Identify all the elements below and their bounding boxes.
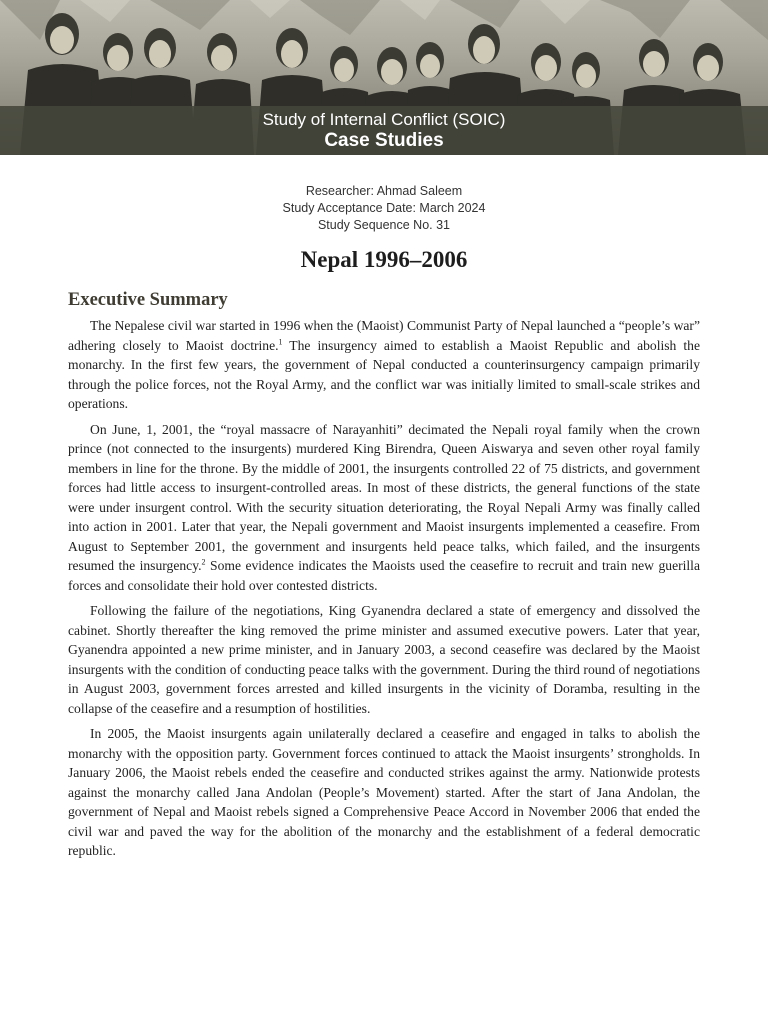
- paragraph-1: The Nepalese civil war started in 1996 when the (Maoist) Communist Party of Nepal launched a “people’s war” adhering closely to Maoist doctrine.$^1$ The insurgency aimed to establish a Maoist Republic and abolish the monarchy. In the first few years, the government of Nepal conducted a counterinsurgency campaign primarily through the police forces, not the Royal Army, and the conflict war was initially limited to small-scale strikes and operations.: [68, 318, 701, 411]
- banner-title-band: [0, 106, 768, 155]
- footnote-ref-1[interactable]: 1: [278, 336, 283, 346]
- sequence-line: Study Sequence No. 31: [317, 218, 451, 232]
- series-title: Study of Internal Conflict (SOIC): [262, 110, 506, 129]
- footnote-ref-2[interactable]: 2: [201, 557, 206, 567]
- study-metadata: [0, 183, 768, 234]
- header-banner: [0, 0, 768, 155]
- researcher-line: Researcher: Ahmad Saleem: [305, 184, 463, 198]
- series-subtitle: Case Studies: [324, 130, 444, 151]
- executive-summary-body: [68, 316, 700, 861]
- paragraph-2: On June, 1, 2001, the “royal massacre of Narayanhiti” decimated the Nepali royal family when the crown prince (not connected to the insurgents) murdered King Birendra, Queen Aiswarya and seven other royal family members in line for the throne. By the middle of 2001, the insurgents controlled 22 of 75 districts, and government forces had little access to insurgent-controlled areas. In most of these districts, the general functions of the state were under insurgent control. With the security situation deteriorating, the Royal Nepali Army was finally called into action in 2001. Later that year, the Nepali government and Maoist insurgents implemented a ceasefire. From August to September 2001, the government and insurgents held peace talks, which failed, and the insurgents resumed the insurgency.$^2$ Some evidence indicates the Maoists used the ceasefire to recruit and train new guerilla forces and consolidate their hold over contested districts.: [68, 421, 700, 593]
- paragraph-3: Following the failure of the negotiations, King Gyanendra declared a state of emergency and dissolved the cabinet. Shortly thereafter the king removed the prime minister and assumed executive powers. Later that year, Gyanendra appointed a new prime minister, and in January 2003, a second ceasefire was declared by the Maoist insurgents with the condition of conducting peace talks with the government. During the third round of negotiations in August 2003, government forces arrested and killed insurgents in the vicinity of Doramba, resulting in the collapse of the ceasefire and a resumption of hostilities.: [68, 603, 700, 716]
- acceptance-date-line: Study Acceptance Date: March 2024: [282, 201, 486, 215]
- section-heading: Executive Summary: [68, 290, 228, 310]
- page-title: Nepal 1996–2006: [300, 247, 468, 272]
- paragraph-4: In 2005, the Maoist insurgents again unilaterally declared a ceasefire and engaged in talks to abolish the monarchy with the opposition party. Government forces continued to attack the Maoist insurgents’ strongholds. In January 2006, the Maoist rebels ended the ceasefire and conducted strikes against the army. Nationwide protests against the monarchy called Jana Andolan (People’s Movement) started. After the start of Jana Andolan, the government of Nepal and Maoist rebels signed a Comprehensive Peace Accord in November 2006 that ended the civil war and paved the way for the abolition of the monarchy and the establishment of a federal democratic republic.: [68, 726, 700, 858]
